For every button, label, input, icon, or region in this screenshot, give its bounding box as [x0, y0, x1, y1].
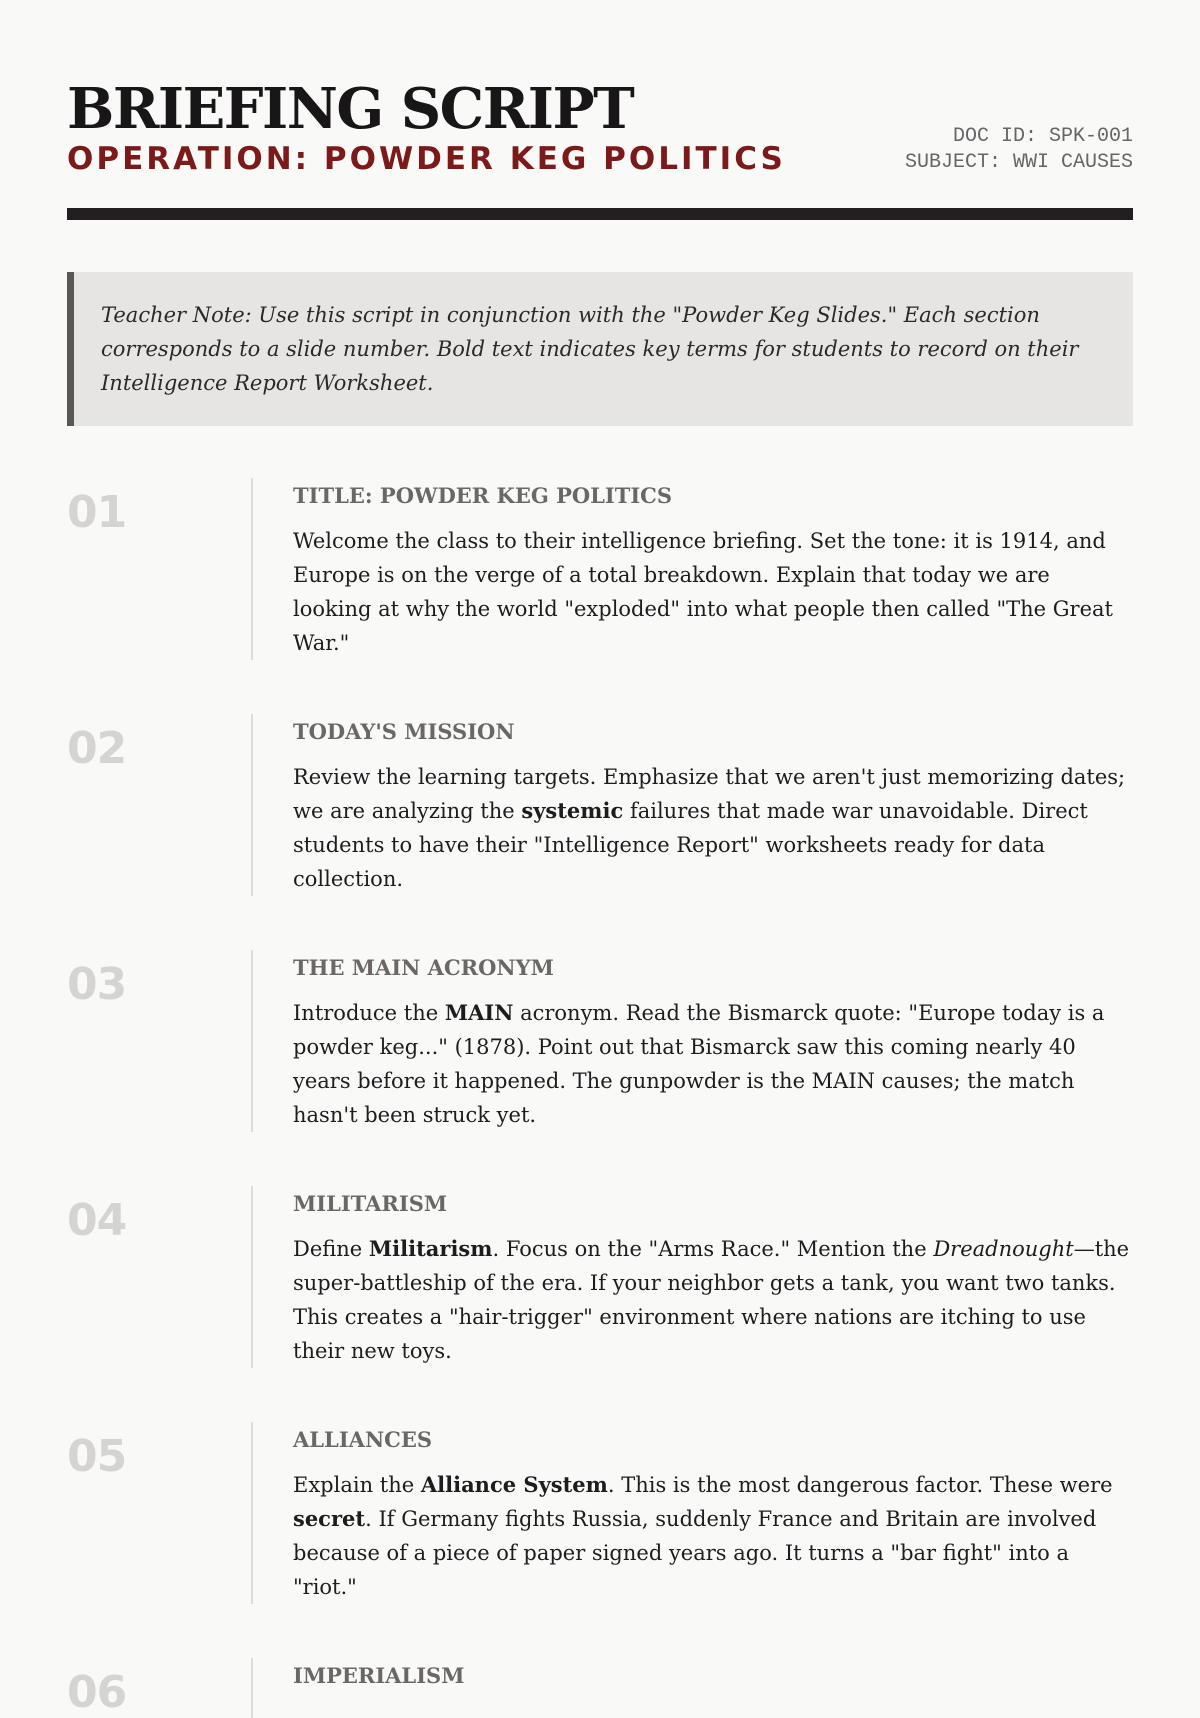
text-run: Welcome the class to their intelligence briefing. Set the tone: it is 1914, and Europe is on the verge of a total breakdown. Explain that today we are looking at why the world "exploded" into what people then called "The Great War." — [293, 529, 1113, 655]
section-title: TODAY'S MISSION — [293, 719, 515, 744]
section-03 — [67, 950, 1133, 1132]
section-body — [251, 1422, 1133, 1604]
text-run: . Focus on the "Arms Race." Mention the — [492, 1237, 934, 1261]
section-body — [251, 950, 1133, 1132]
header-rule — [67, 208, 1133, 220]
subject-line: SUBJECT: WWI CAUSES — [904, 151, 1133, 174]
text-run: Define — [293, 1237, 369, 1261]
section-text — [293, 1232, 1133, 1368]
key-term: systemic — [521, 798, 624, 823]
section-06 — [67, 1658, 1133, 1718]
section-number: 01 — [67, 487, 127, 538]
document-meta — [905, 124, 1133, 178]
header — [67, 68, 1133, 178]
script-sections — [67, 478, 1133, 1718]
doc-id: DOC ID: SPK-001 — [952, 125, 1133, 148]
key-term: secret — [293, 1506, 366, 1531]
section-number: 03 — [67, 959, 127, 1010]
section-02 — [67, 714, 1133, 896]
section-01 — [67, 478, 1133, 660]
text-run: Review the learning targets. Emphasize that we aren't just memorizing dates; we are analyzing the — [293, 765, 1126, 823]
section-number: 04 — [67, 1195, 127, 1246]
section-title: TITLE: POWDER KEG POLITICS — [293, 483, 673, 508]
key-term: Militarism — [368, 1236, 493, 1261]
text-run: failures that made war unavoidable. Direct students to have their "Intelligence Report" worksheets ready for data collection. — [293, 799, 1088, 891]
section-title: THE MAIN ACRONYM — [293, 955, 554, 980]
section-number: 05 — [67, 1431, 127, 1482]
text-run: acronym. Read the Bismarck quote: "Europe today is a powder keg..." (1878). Point out that Bismarck saw this coming nearly 40 years before it happened. The gunpowder is the MAIN causes; the match hasn't been struck yet. — [293, 1001, 1105, 1127]
section-04 — [67, 1186, 1133, 1368]
section-body — [251, 1658, 1133, 1718]
key-term: MAIN — [444, 1000, 514, 1025]
operation-subtitle: OPERATION: POWDER KEG POLITICS — [67, 141, 786, 177]
emphasis-term: Dreadnought — [933, 1237, 1074, 1261]
text-run: Explain the — [293, 1473, 421, 1497]
document-title: BRIEFING SCRIPT — [67, 76, 634, 142]
section-body — [251, 714, 1133, 896]
text-run: —the super-battleship of the era. If your neighbor gets a tank, you want two tanks. This creates a "hair-trigger" environment where nations are itching to use their new toys. — [293, 1237, 1130, 1363]
title-block — [67, 78, 786, 178]
section-title: MILITARISM — [293, 1191, 448, 1216]
section-number: 02 — [67, 723, 127, 774]
section-body — [251, 478, 1133, 660]
teacher-note: Teacher Note: Use this script in conjunction with the "Powder Keg Slides." Each section corresponds to a slide number. Bold text indicates key terms for students to record on their Intelligence Report Worksheet. — [67, 272, 1133, 426]
section-title: ALLIANCES — [293, 1427, 433, 1452]
text-run: . This is the most dangerous factor. These were — [607, 1473, 1113, 1497]
section-05 — [67, 1422, 1133, 1604]
section-text — [293, 760, 1133, 896]
section-text — [293, 1468, 1133, 1604]
text-run: . If Germany fights Russia, suddenly France and Britain are involved because of a piece of paper signed years ago. It turns a "bar fight" into a "riot." — [293, 1507, 1097, 1599]
text-run: Introduce the — [293, 1001, 445, 1025]
key-term: Alliance System — [420, 1472, 608, 1497]
section-text — [293, 524, 1133, 660]
section-number: 06 — [67, 1667, 127, 1718]
section-body — [251, 1186, 1133, 1368]
section-title: IMPERIALISM — [293, 1663, 465, 1688]
section-text — [293, 996, 1133, 1132]
